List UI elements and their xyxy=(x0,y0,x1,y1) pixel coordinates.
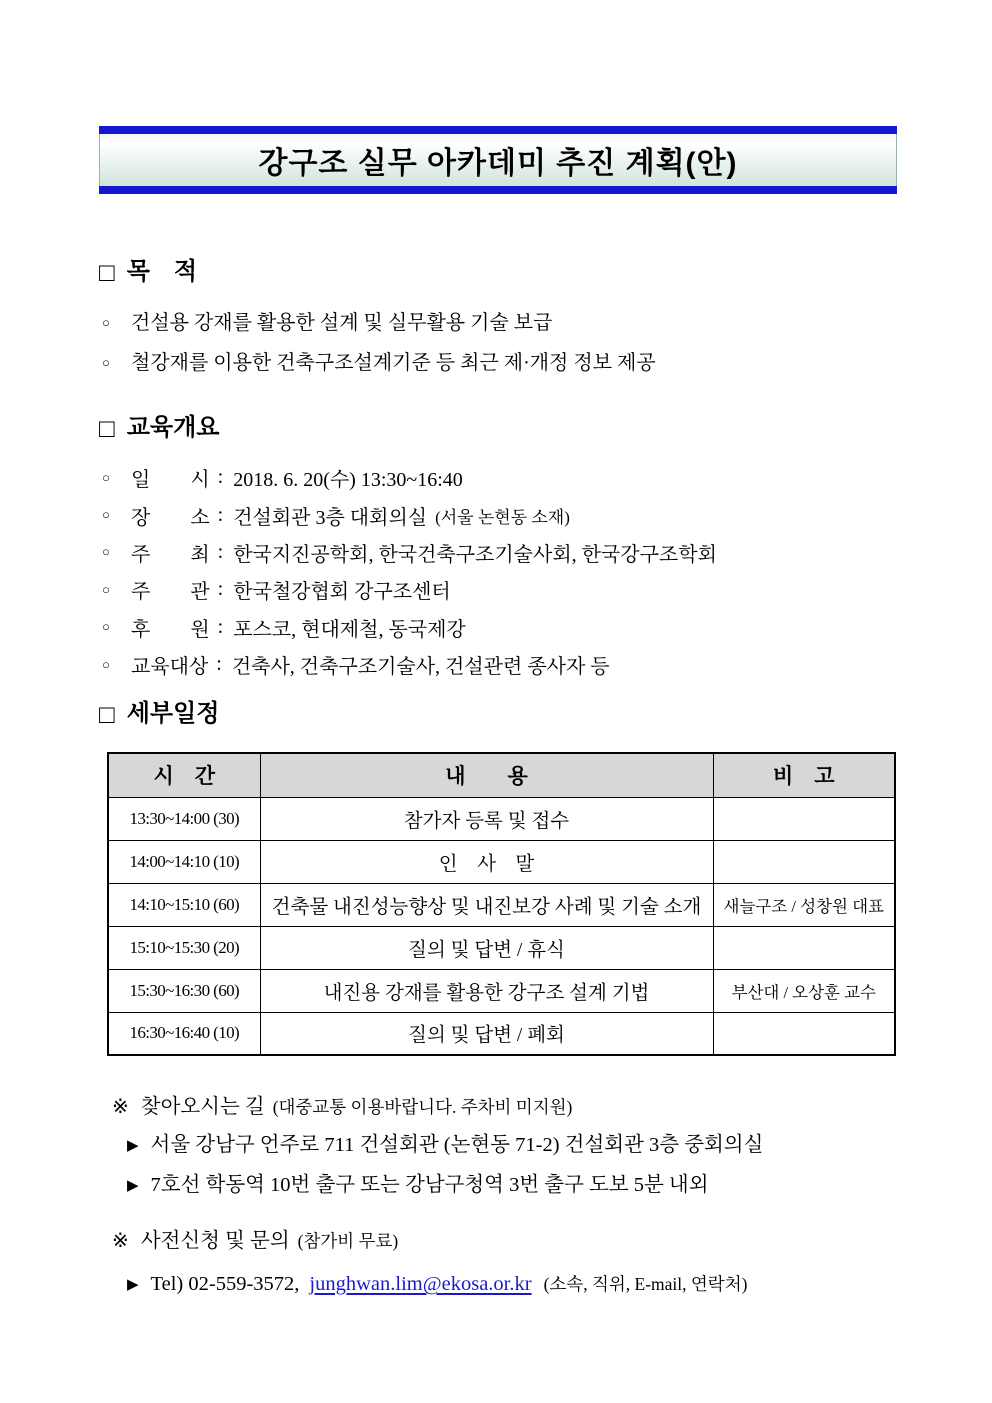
reference-mark-icon: ※ xyxy=(112,1230,129,1252)
registration-heading xyxy=(99,1226,899,1256)
overview-row-venue xyxy=(99,496,899,533)
overview-row-sponsor xyxy=(99,609,899,646)
time-cell: 14:00~14:10 (10) xyxy=(108,840,260,883)
schedule-row xyxy=(108,1012,895,1055)
time-cell: 14:10~15:10 (60) xyxy=(108,883,260,926)
purpose-item-text: 건설용 강재를 활용한 설계 및 실무활용 기술 보급 xyxy=(131,312,553,334)
content-cell: 내진용 강재를 활용한 강구조 설계 기법 xyxy=(260,969,713,1012)
phone-number: Tel) 02-559-3572, xyxy=(150,1273,300,1295)
overview-label: 장 소 xyxy=(131,506,210,529)
overview-heading-text: 교육개요 xyxy=(126,414,220,441)
overview-label: 주 관 xyxy=(131,581,210,604)
overview-label: 일 시 xyxy=(131,469,210,492)
subway-line xyxy=(99,1170,899,1202)
circle-bullet-icon: ○ xyxy=(102,355,110,370)
overview-value: 한국지진공학회, 한국건축구조기술사회, 한국강구조학회 xyxy=(233,543,717,566)
overview-colon: : xyxy=(217,578,224,601)
circle-bullet-icon: ○ xyxy=(102,581,110,597)
schedule-row xyxy=(108,969,895,1012)
overview-label: 주 최 xyxy=(131,543,210,566)
banner-body xyxy=(99,134,897,186)
overview-colon: : xyxy=(217,615,224,638)
content-cell: 질의 및 답변 / 휴식 xyxy=(260,926,713,969)
section-registration xyxy=(99,1226,899,1301)
overview-colon: : xyxy=(217,503,224,526)
overview-row-host xyxy=(99,534,899,571)
arrow-icon: ▶ xyxy=(127,1277,139,1293)
circle-bullet-icon: ○ xyxy=(102,469,110,485)
section-directions xyxy=(99,1092,899,1202)
overview-row-date xyxy=(99,459,899,496)
circle-bullet-icon: ○ xyxy=(102,544,110,560)
schedule-table xyxy=(107,752,896,1056)
purpose-list xyxy=(99,310,899,376)
schedule-row xyxy=(108,797,895,840)
banner-top-rule xyxy=(99,126,897,134)
overview-row-audience xyxy=(99,646,899,683)
remark-cell xyxy=(713,797,895,840)
title-banner xyxy=(99,126,897,194)
section-schedule xyxy=(99,698,899,1056)
overview-rows xyxy=(99,459,899,683)
reference-mark-icon: ※ xyxy=(112,1096,129,1118)
directions-heading xyxy=(99,1092,899,1122)
schedule-heading xyxy=(99,698,899,730)
overview-label: 후 원 xyxy=(131,618,210,641)
document-title: 강구조 실무 아카데미 추진 계획(안) xyxy=(258,147,738,180)
email-link[interactable]: junghwan.lim@ekosa.or.kr xyxy=(309,1273,532,1295)
purpose-item xyxy=(99,310,899,336)
registration-fee-note: (참가비 무료) xyxy=(297,1231,399,1251)
square-marker-icon: □ xyxy=(99,699,115,729)
schedule-heading-text: 세부일정 xyxy=(126,700,220,727)
remark-cell xyxy=(713,926,895,969)
overview-value: 건설회관 3층 대회의실 xyxy=(233,506,428,529)
content-cell: 인 사 말 xyxy=(260,840,713,883)
content-cell: 질의 및 답변 / 폐회 xyxy=(260,1012,713,1055)
square-marker-icon: □ xyxy=(99,413,115,443)
remark-cell xyxy=(713,840,895,883)
col-header-time: 시 간 xyxy=(108,753,260,797)
subway-text: 7호선 학동역 10번 출구 또는 강남구청역 3번 출구 도보 5분 내외 xyxy=(150,1174,709,1196)
time-cell: 13:30~14:00 (30) xyxy=(108,797,260,840)
circle-bullet-icon: ○ xyxy=(102,656,110,672)
overview-value: 한국철강협회 강구조센터 xyxy=(233,581,451,604)
remark-cell: 부산대 / 오상훈 교수 xyxy=(713,969,895,1012)
directions-title: 찾아오시는 길 xyxy=(140,1096,265,1118)
arrow-icon: ▶ xyxy=(127,1178,139,1194)
contact-line xyxy=(99,1269,899,1301)
schedule-header-row xyxy=(108,753,895,797)
schedule-row xyxy=(108,883,895,926)
section-overview xyxy=(99,412,899,683)
purpose-heading xyxy=(99,256,899,288)
remark-cell xyxy=(713,1012,895,1055)
arrow-icon: ▶ xyxy=(127,1138,139,1154)
col-header-content: 내 용 xyxy=(260,753,713,797)
purpose-item xyxy=(99,350,899,376)
circle-bullet-icon: ○ xyxy=(102,507,110,523)
overview-colon: : xyxy=(217,466,224,489)
directions-note: (대중교통 이용바랍니다. 주차비 미지원) xyxy=(272,1097,573,1117)
overview-colon: : xyxy=(217,540,224,563)
time-cell: 16:30~16:40 (10) xyxy=(108,1012,260,1055)
purpose-heading-text: 목 적 xyxy=(126,258,198,285)
time-cell: 15:10~15:30 (20) xyxy=(108,926,260,969)
registration-title: 사전신청 및 문의 xyxy=(140,1230,290,1252)
overview-value-note: (서울 논현동 소재) xyxy=(435,507,570,527)
overview-label: 교육대상 xyxy=(131,656,209,679)
section-purpose xyxy=(99,256,899,390)
overview-row-organizer xyxy=(99,571,899,608)
banner-bottom-rule xyxy=(99,186,897,194)
purpose-item-text: 철강재를 이용한 건축구조설계기준 등 최근 제·개정 정보 제공 xyxy=(131,352,656,374)
contact-fields-note: (소속, 직위, E-mail, 연락처) xyxy=(543,1274,748,1294)
overview-colon: : xyxy=(216,653,222,676)
overview-value: 2018. 6. 20(수) 13:30~16:40 xyxy=(233,469,463,492)
overview-heading xyxy=(99,412,899,444)
schedule-row xyxy=(108,926,895,969)
square-marker-icon: □ xyxy=(99,257,115,287)
col-header-remark: 비 고 xyxy=(713,753,895,797)
address-text: 서울 강남구 언주로 711 건설회관 (논현동 71-2) 건설회관 3층 중회의실 xyxy=(150,1134,764,1156)
address-line xyxy=(99,1130,899,1162)
content-cell: 참가자 등록 및 접수 xyxy=(260,797,713,840)
overview-value: 건축사, 건축구조기술사, 건설관련 종사자 등 xyxy=(231,656,610,679)
content-cell: 건축물 내진성능향상 및 내진보강 사례 및 기술 소개 xyxy=(260,883,713,926)
remark-cell: 새늘구조 / 성창원 대표 xyxy=(713,883,895,926)
overview-value: 포스코, 현대제철, 동국제강 xyxy=(233,618,466,641)
circle-bullet-icon: ○ xyxy=(102,619,110,635)
time-cell: 15:30~16:30 (60) xyxy=(108,969,260,1012)
circle-bullet-icon: ○ xyxy=(102,315,110,330)
schedule-row xyxy=(108,840,895,883)
